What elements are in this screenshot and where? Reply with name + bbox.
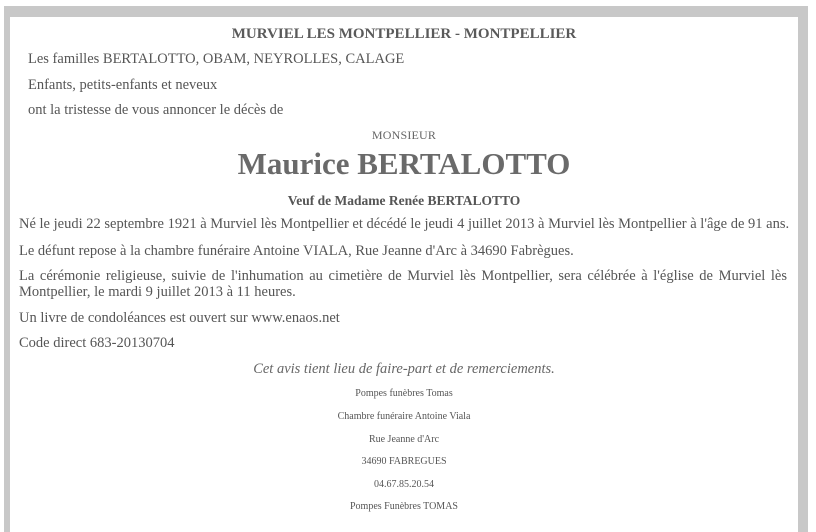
relatives-line: Enfants, petits-enfants et neveux	[28, 77, 218, 93]
direct-code: Code direct 683-20130704	[19, 335, 175, 351]
footer-chamber: Chambre funéraire Antoine Viala	[337, 411, 471, 422]
footer-street: Rue Jeanne d'Arc	[368, 434, 440, 445]
footer-city: 34690 FABREGUES	[361, 456, 447, 467]
rests-line: Le défunt repose à la chambre funéraire Antoine VIALA, Rue Jeanne d'Arc à 34690 Fabrègues.	[19, 243, 574, 259]
deceased-name: Maurice BERTALOTTO	[237, 146, 571, 181]
honorific: MONSIEUR	[371, 128, 437, 142]
condolences-line: Un livre de condoléances est ouvert sur www.enaos.net	[19, 310, 340, 326]
ceremony-paragraph: La cérémonie religieuse, suivie de l'inhumation au cimetière de Murviel lès Montpellier, sera célébrée à l'église de Murviel lès Montpellier, le mardi 9 juillet 2013 à 11 heures.	[19, 268, 787, 300]
families-line: Les familles BERTALOTTO, OBAM, NEYROLLES, CALAGE	[28, 51, 405, 67]
footer-signature: Pompes Funèbres TOMAS	[350, 501, 458, 512]
footer-funeral-home: Pompes funèbres Tomas	[355, 388, 453, 399]
location-title: MURVIEL LES MONTPELLIER - MONTPELLIER	[231, 26, 577, 42]
announce-line: ont la tristesse de vous annoncer le décès de	[28, 102, 284, 118]
faire-part-note: Cet avis tient lieu de faire-part et de remerciements.	[253, 361, 555, 377]
footer-phone: 04.67.85.20.54	[374, 479, 434, 490]
widower-line: Veuf de Madame Renée BERTALOTTO	[287, 193, 521, 208]
obituary-notice	[10, 17, 798, 532]
birth-death-line: Né le jeudi 22 septembre 1921 à Murviel lès Montpellier et décédé le jeudi 4 juillet 2013 à Murviel lès Montpellier à l'âge de 91 ans.	[19, 216, 790, 232]
